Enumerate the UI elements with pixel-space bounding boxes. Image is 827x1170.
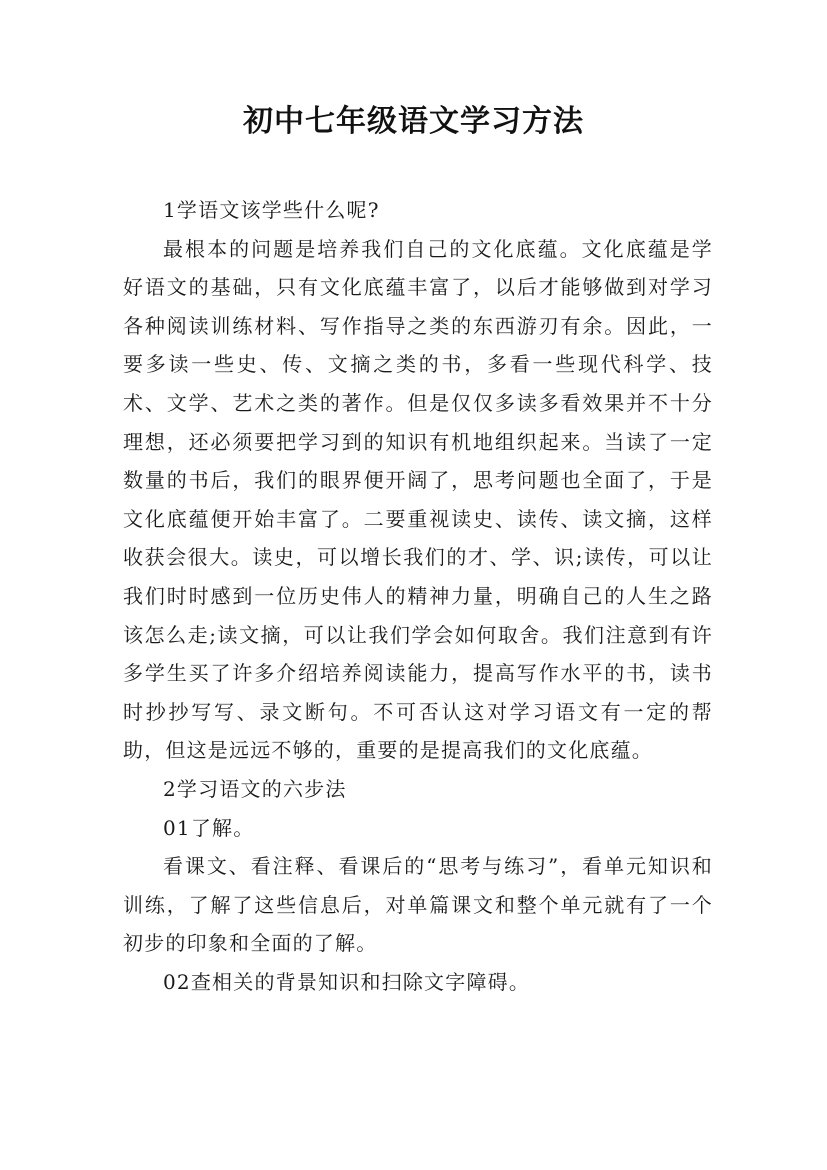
paragraph-question-heading: 1学语文该学些什么呢? <box>163 198 380 222</box>
paragraph-step-02-heading: 02查相关的背景知识和扫除文字障碍。 <box>163 969 531 994</box>
paragraph-step-01-body: 看课文、看注释、看课后的“思考与练习”，看单元知识和训练，了解了这些信息后，对单篇课文和整个单元就有了一个初步的印象和全面的了解。 <box>123 854 713 956</box>
document-body <box>123 191 713 1001</box>
paragraph-step-01-heading: 01了解。 <box>163 815 255 840</box>
paragraph-six-steps-heading: 2学习语文的六步法 <box>163 776 347 801</box>
document-title: 初中七年级语文学习方法 <box>243 104 584 139</box>
paragraph-cultural-foundation: 最根本的问题是培养我们自己的文化底蕴。文化底蕴是学好语文的基础，只有文化底蕴丰富了，以后才能够做到对学习各种阅读训练材料、写作指导之类的东西游刃有余。因此，一要多读一些史、传、文摘之类的书，多看一些现代科学、技术、文学、艺术之类的著作。但是仅仅多读多看效果并不十分理想，还必须要把学习到的知识有机地组织起来。当读了一定数量的书后，我们的眼界便开阔了，思考问题也全面了，于是文化底蕴便开始丰富了。二要重视读史、读传、读文摘，这样收获会很大。读史，可以增长我们的才、学、识;读传，可以让我们时时感到一位历史伟人的精神力量，明确自己的人生之路该怎么走;读文摘，可以让我们学会如何取舍。我们注意到有许多学生买了许多介绍培养阅读能力，提高写作水平的书，读书时抄抄写写、录文断句。不可否认这对学习语文有一定的帮助，但这是远远不够的，重要的是提高我们的文化底蕴。 <box>123 236 713 763</box>
